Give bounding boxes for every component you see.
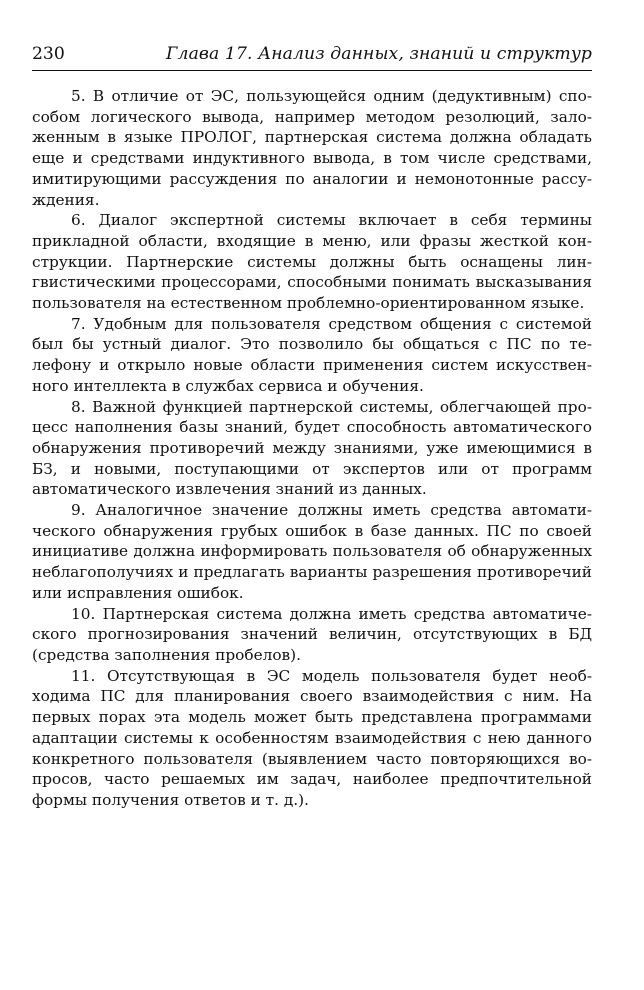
paragraph-10: 10. Партнерская система должна иметь средства автоматического прогнозирования значений величин, отсутствующих в БД (средства заполнения пробелов).	[32, 604, 592, 664]
running-header	[32, 40, 592, 71]
book-page	[32, 0, 592, 990]
paragraph-7: 7. Удобным для пользователя средством общения с системой был бы устный диалог. Это позволило бы общаться с ПС по телефону и открыло новые области применения систем искусственного интеллекта в службах сервиса и обучения.	[32, 314, 592, 395]
body-text	[32, 86, 592, 811]
paragraph-9: 9. Аналогичное значение должны иметь средства автоматического обнаружения грубых ошибок в базе данных. ПС по своей инициативе должна информировать пользователя об обнаруженных неблагополучиях и предлагать варианты разрешения противоречий или исправления ошибок.	[32, 501, 592, 602]
paragraph-8: 8. Важной функцией партнерской системы, облегчающей процесс наполнения базы знаний, будет способность автоматического обнаружения противоречий между знаниями, уже имеющимися в БЗ, и новыми, поступающими от экспертов или от программ автоматического извлечения знаний из данных.	[32, 397, 592, 499]
paragraph-11: 11. Отсутствующая в ЭС модель пользователя будет необходима ПС для планирования своего взаимодействия с ним. На первых порах эта модель может быть представлена программами адаптации системы к особенностям взаимодействия с нею данного конкретного пользователя (выявлением часто повторяющихся вопросов, часто решаемых им задач, наиболее предпочтительной формы получения ответов и т. д.).	[32, 666, 592, 809]
page-number: 230	[32, 44, 65, 64]
paragraph-5: 5. В отличие от ЭС, пользующейся одним (дедуктивным) способом логического вывода, например методом резолюций, заложенным в языке ПРОЛОГ, партнерская система должна обладать еще и средствами индуктивного вывода, в том числе средствами, имитирующими рассуждения по аналогии и немонотонные рассуждения.	[32, 87, 592, 209]
paragraph-6: 6. Диалог экспертной системы включает в себя термины прикладной области, входящие в меню, или фразы жесткой конструкции. Партнерские системы должны быть оснащены лингвистическими процессорами, способными понимать высказывания пользователя на естественном проблемно-ориентированном языке.	[32, 211, 592, 313]
chapter-title: Глава 17. Анализ данных, знаний и структур	[166, 44, 592, 64]
